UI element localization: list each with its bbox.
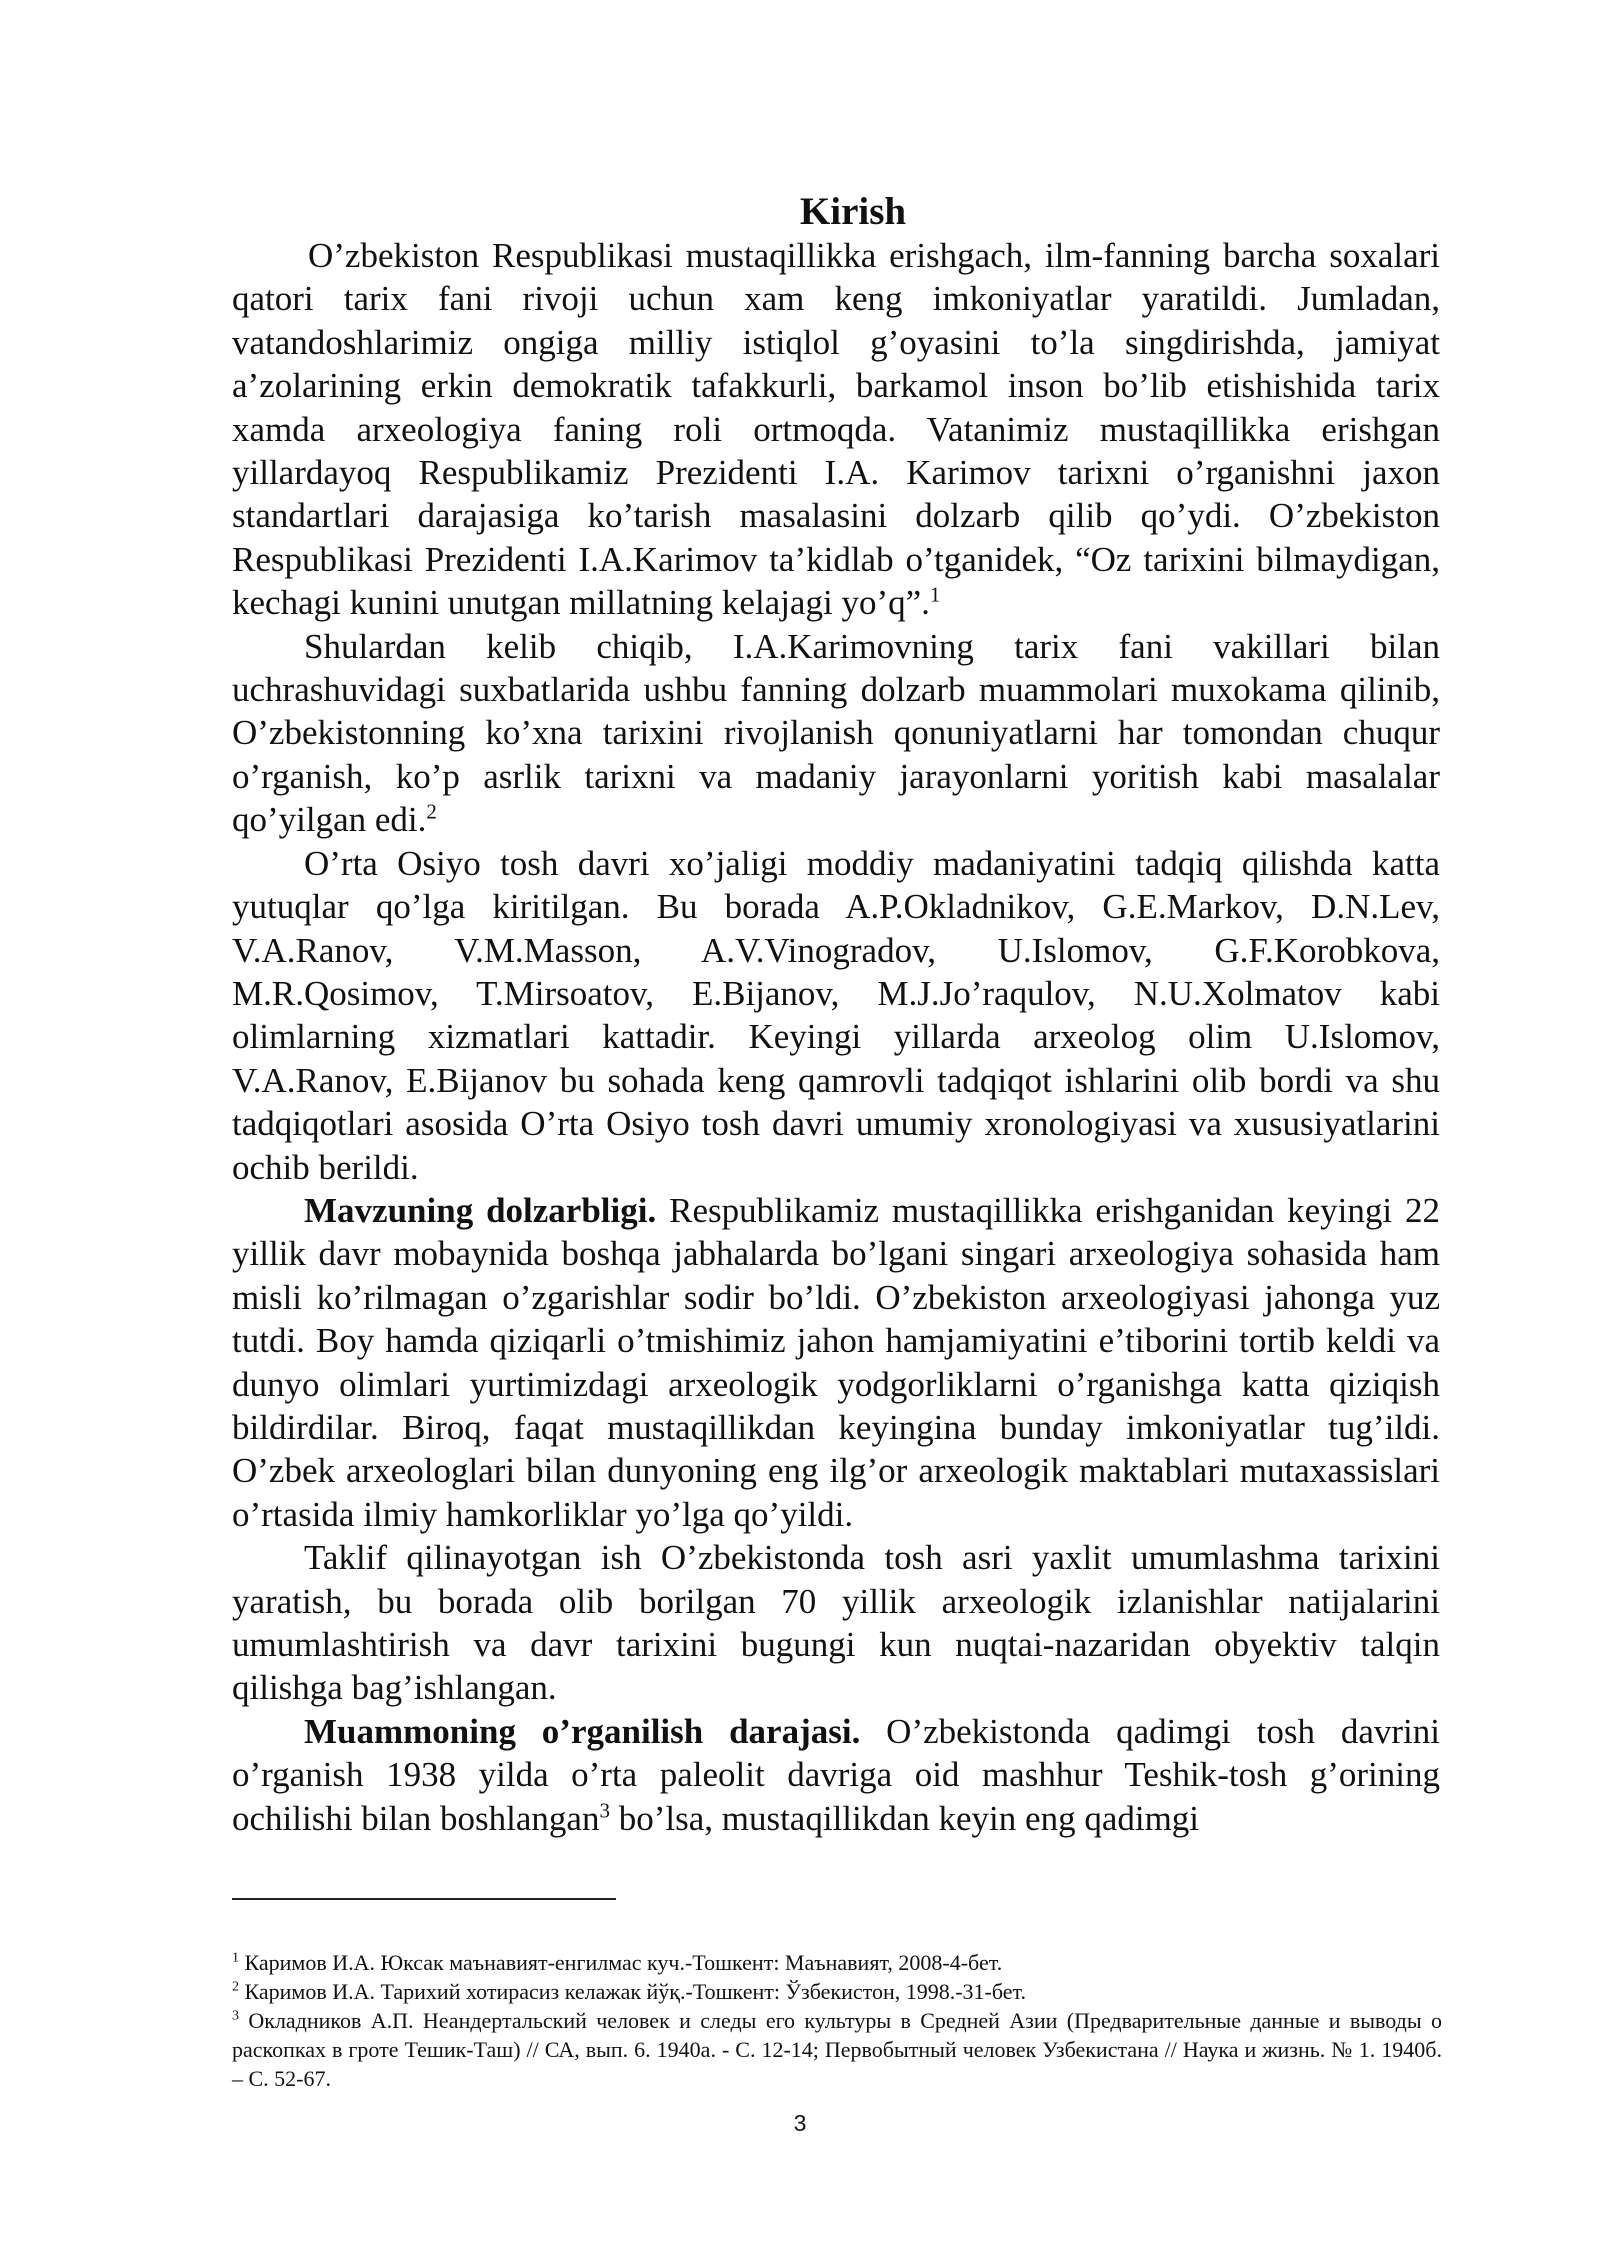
- paragraph-text: bo’lsa, mustaqillikdan keyin eng qadimgi: [609, 1798, 1200, 1838]
- paragraph-text: Respublikamiz mustaqillikka erishganidan keyingi 22 yillik davr mobaynida boshqa jabhalarda bo’lgani singari arxeologiya sohasida ham misli ko’rilmagan o’zgarishlar sodir bo’ldi. O’zbekiston arxeologiyasi jahonga yuz tutdi. Boy hamda qiziqarli o’tmishimiz jahon hamjamiyatini e’tiborini tortib keldi va dunyo olimlari yurtimizdagi arxeologik yodgorliklarni o’rganishga katta qiziqish bildirdilar. Biroq, faqat mustaqillikdan keyingina bunday imkoniyatlar tug’ildi. O’zbek arxeologlari bilan dunyoning eng ilg’or arxeologik maktablari mutaxassislari o’rtasida ilmiy hamkorliklar yo’lga qo’yildi.: [232, 1190, 1440, 1534]
- paragraph-text: Shulardan kelib chiqib, I.A.Karimovning tarix fani vakillari bilan uchrashuvidagi suxbatlarida ushbu fanning dolzarb muammolari muxokama qilinib, O’zbekistonning ko’xna tarixini rivojlanish qonuniyatlarni har tomondan chuqur o’rganish, ko’p asrlik tarixni va madaniy jarayonlarni yoritish kabi masalalar qo’yilgan edi.: [232, 626, 1440, 840]
- footnote-mark: 1: [232, 1950, 239, 1966]
- paragraph-study-level: [232, 1710, 1440, 1840]
- section-heading: Muammoning o’rganilish darajasi.: [304, 1711, 861, 1751]
- paragraph-text: Taklif qilinayotgan ish O’zbekistonda tosh asri yaxlit umumlashma tarixini yaratish, bu borada olib borilgan 70 yillik arxeologik izlanishlar natijalarini umumlashtirish va davr tarixini bugungi kun nuqtai-nazaridan obyektiv talqin qilishga bag’ishlangan.: [232, 1538, 1440, 1708]
- body-text: [232, 234, 1440, 1840]
- page-number: 3: [793, 2110, 807, 2136]
- paragraph-meeting: [232, 625, 1440, 842]
- footnote-mark: 3: [232, 2008, 239, 2024]
- paragraph-text: O’rta Osiyo tosh davri xo’jaligi moddiy madaniyatini tadqiq qilishda katta yutuqlar qo’lga kiritilgan. Bu borada A.P.Okladnikov, G.E.Markov, D.N.Lev, V.A.Ranov, V.M.Masson, A.V.Vinogradov, U.Islomov, G.F.Korobkova, M.R.Qosimov, T.Mirsoatov, E.Bijanov, M.J.Jo’raqulov, N.U.Xolmatov kabi olimlarning xizmatlari kattadir. Keyingi yillarda arxeolog olim U.Islomov, V.A.Ranov, E.Bijanov bu sohada keng qamrovli tadqiqot ishlarini olib bordi va shu tadqiqotlari asosida O’rta Osiyo tosh davri umumiy xronologiyasi va xususiyatlarini ochib berildi.: [232, 843, 1440, 1187]
- footnote: [232, 1977, 1442, 2006]
- footnote-text: Каримов И.А. Тарихий хотирасиз келажак йўқ.-Тошкент: Ўзбекистон, 1998.-31-бет.: [239, 1979, 1026, 2004]
- footnote-ref[interactable]: 2: [426, 799, 437, 824]
- paragraph-text: O’zbekiston Respublikasi mustaqillikka erishgach, ilm-fanning barcha soxalari qatori tarix fani rivoji uchun xam keng imkoniyatlar yaratildi. Jumladan, vatandoshlarimiz ongiga milliy istiqlol g’oyasini to’la singdirishda, jamiyat a’zolarining erkin demokratik tafakkurli, barkamol inson bo’lib etishishida tarix xamda arxeologiya faning roli ortmoqda. Vatanimiz mustaqillikka erishgan yillardayoq Respublikamiz Prezidenti I.A. Karimov tarixni o’rganishni jaxon standartlari darajasiga ko’tarish masalasini dolzarb qilib qo’ydi. O’zbekiston Respublikasi Prezidenti I.A.Karimov ta’kidlab o’tganidek, “Oz tarixini bilmaydigan, kechagi kunini unutgan millatning kelajagi yo’q”.: [232, 236, 1440, 623]
- footnote: [232, 2006, 1442, 2093]
- footnote-divider: [232, 1898, 616, 1900]
- footnote-text: Окладников А.П. Неандертальский человек и следы его культуры в Средней Азии (Предварительные данные и выводы о раскопках в гроте Тешик-Таш) // СА, вып. 6. 1940а. - С. 12-14; Первобытный человек Узбекистана // Наука и жизнь. № 1. 1940б. – С. 52-67.: [232, 2008, 1442, 2091]
- footnote-mark: 2: [232, 1979, 239, 1995]
- section-heading: Mavzuning dolzarbligi.: [304, 1190, 657, 1230]
- paragraph-proposal: [232, 1536, 1440, 1710]
- footnote: [232, 1948, 1442, 1977]
- page-title: Kirish: [799, 190, 907, 233]
- paragraph-intro: [232, 234, 1440, 625]
- footnote-ref[interactable]: 3: [599, 1797, 610, 1822]
- footnotes: [232, 1948, 1442, 2093]
- footnote-ref[interactable]: 1: [929, 582, 941, 607]
- footnote-text: Каримов И.А. Юксак маънавият-енгилмас куч.-Тошкент: Маънавият, 2008-4-бет.: [239, 1950, 1003, 1975]
- paragraph-researchers: [232, 842, 1440, 1189]
- paragraph-relevance: [232, 1189, 1440, 1536]
- paragraph-text: O’zbekistonda qadimgi tosh davrini o’rganish 1938 yilda o’rta paleolit davriga oid mashhur Teshik-tosh g’orining ochilishi bilan boshlangan: [232, 1711, 1440, 1838]
